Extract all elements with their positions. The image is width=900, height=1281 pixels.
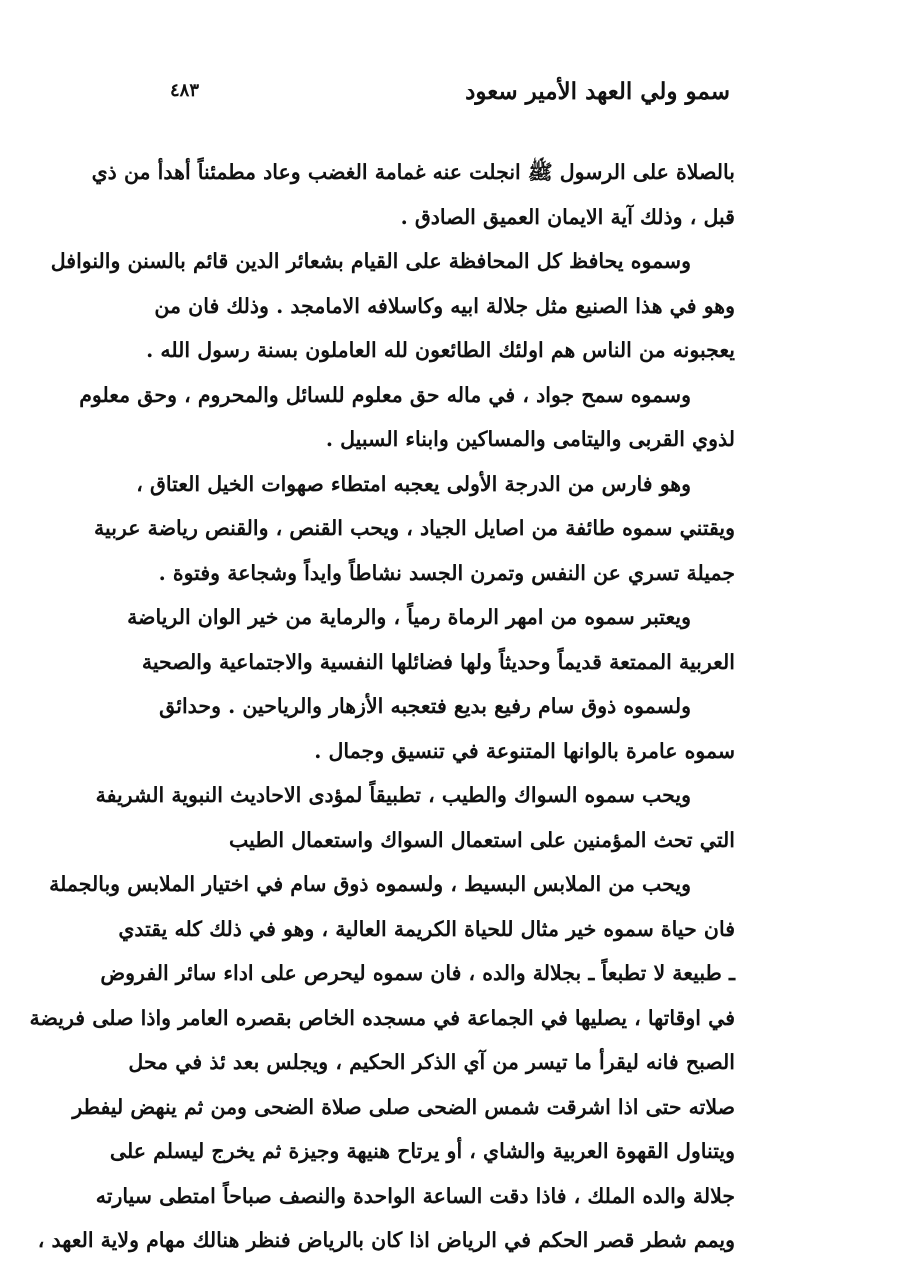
text-line: ويقتني سموه طائفة من اصايل الجياد ، ويحب القنص ، والقنص رياضة عربية: [94, 516, 735, 540]
text-line: وسموه يحافظ كل المحافظة على القيام بشعائر الدين قائم بالسنن والنوافل: [50, 249, 691, 273]
text-line: ولسموه ذوق سام رفيع بديع فتعجبه الأزهار والرياحين . وحدائق: [159, 694, 691, 718]
text-line: قبل ، وذلك آية الايمان العميق الصادق .: [400, 204, 735, 229]
text-line: ويعتبر سموه من امهر الرماة رمياً ، والرماية من خير الوان الرياضة: [127, 605, 691, 629]
text-line: بالصلاة على الرسول ﷺ انجلت عنه غمامة الغضب وعاد مطمئناً أهدأ من ذي: [91, 160, 735, 184]
running-title: سمو ولي العهد الأمير سعود: [465, 78, 730, 105]
text-line: وهو فارس من الدرجة الأولى يعجبه امتطاء صهوات الخيل العتاق ،: [136, 471, 691, 496]
text-line: في اوقاتها ، يصليها في الجماعة في مسجده الخاص بقصره العامر واذا صلى فريضة: [29, 1005, 735, 1030]
text-line: الصبح فانه ليقرأ ما تيسر من آي الذكر الحكيم ، ويجلس بعد ئذ في محل: [128, 1050, 735, 1074]
text-line: ويحب سموه السواك والطيب ، تطبيقاً لمؤدى الاحاديث النبوية الشريفة: [95, 783, 691, 807]
text-line: يعجبونه من الناس هم اولئك الطائعون لله العاملون بسنة رسول الله .: [146, 338, 735, 362]
text-line: التي تحث المؤمنين على استعمال السواك واستعمال الطيب: [229, 827, 735, 852]
page-header: [170, 78, 730, 118]
text-line: ـ طبيعة لا تطبعاً ـ بجلالة والده ، فان سموه ليحرص على اداء سائر الفروض: [100, 961, 735, 985]
text-line: ويتناول القهوة العربية والشاي ، أو يرتاح هنيهة وجيزة ثم يخرج ليسلم على: [109, 1139, 735, 1163]
text-line: ويحب من الملابس البسيط ، ولسموه ذوق سام في اختيار الملابس وبالجملة: [49, 872, 691, 896]
text-line: لذوي القربى واليتامى والمساكين وابناء السبيل .: [325, 427, 735, 451]
text-line: جميلة تسري عن النفس وتمرن الجسد نشاطاً وايداً وشجاعة وفتوة .: [158, 560, 735, 585]
text-line: صلاته حتى اذا اشرقت شمس الضحى صلى صلاة الضحى ومن ثم ينهض ليفطر: [72, 1094, 735, 1119]
text-line: جلالة والده الملك ، فاذا دقت الساعة الواحدة والنصف صباحاً امتطى سيارته: [95, 1183, 735, 1208]
body-text: [29, 150, 735, 1263]
page-number: ٤٨٣: [170, 80, 200, 101]
text-line: ويمم شطر قصر الحكم في الرياض اذا كان بالرياض فنظر هنالك مهام ولاية العهد ،: [37, 1228, 735, 1252]
text-line: العربية الممتعة قديماً وحديثاً ولها فضائلها النفسية والاجتماعية والصحية: [141, 649, 735, 674]
text-line: وهو في هذا الصنيع مثل جلالة ابيه وكاسلافه الامامجد . وذلك فان من: [154, 293, 735, 318]
text-line: سموه عامرة بالوانها المتنوعة في تنسيق وجمال .: [314, 738, 735, 763]
text-line: فان حياة سموه خير مثال للحياة الكريمة العالية ، وهو في ذلك كله يقتدي: [118, 916, 735, 941]
text-line: وسموه سمح جواد ، في ماله حق معلوم للسائل والمحروم ، وحق معلوم: [79, 382, 691, 407]
